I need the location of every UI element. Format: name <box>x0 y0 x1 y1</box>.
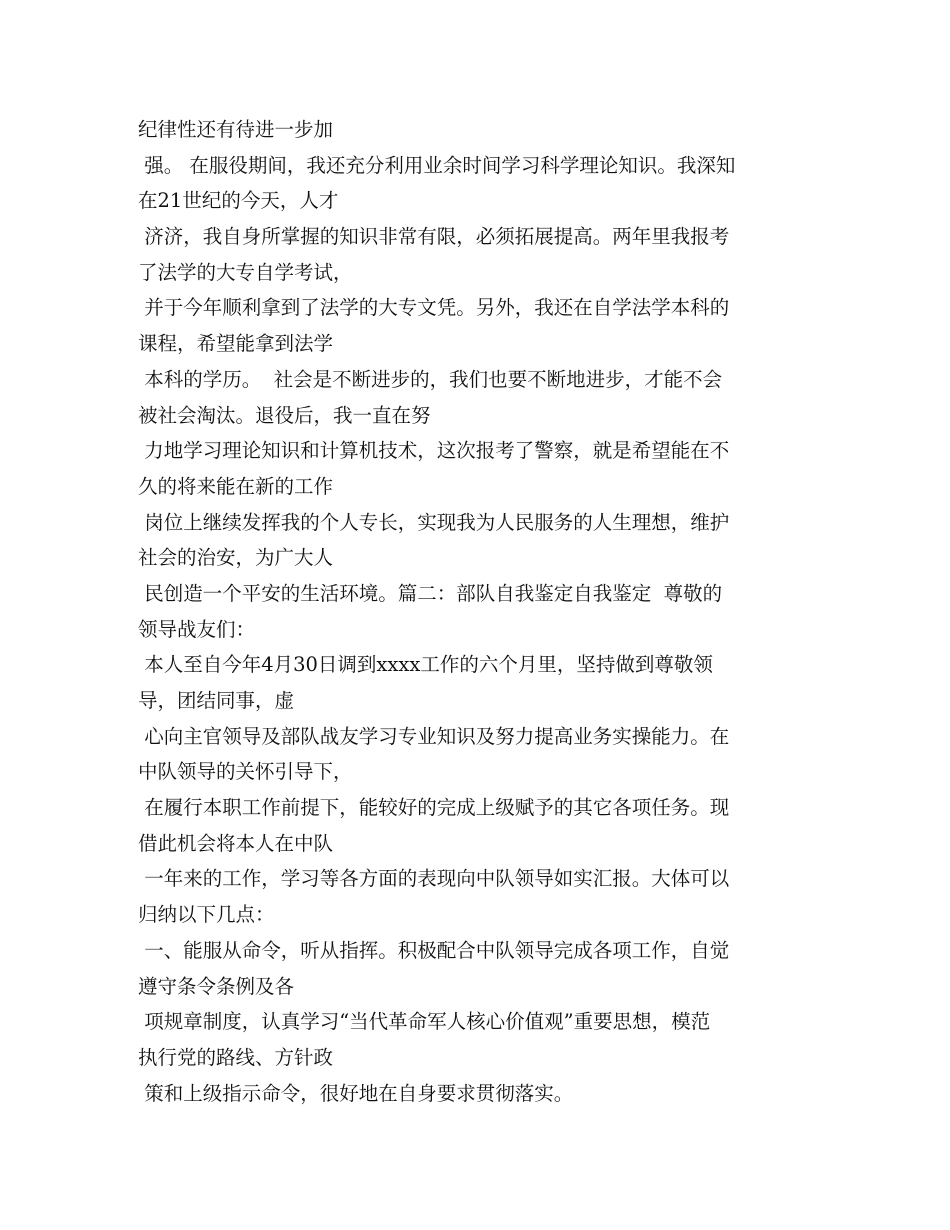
text-line: 了法学的大专自学考试， <box>138 260 353 284</box>
text-line: 被社会淘汰。退役后，我一直在努 <box>138 403 431 427</box>
text-line: 强。 在服役期间，我还充分利用业余时间学习科学理论知识。我深知 <box>138 153 736 177</box>
text-line: 执行党的路线、方针政 <box>138 1045 334 1069</box>
text-line: 济济，我自身所掌握的知识非常有限，必须拓展提高。两年里我报考 <box>138 225 730 249</box>
text-line: 遵守条令条例及各 <box>138 974 295 998</box>
text-line: 策和上级指示命令，很好地在自身要求贯彻落实。 <box>138 1081 574 1105</box>
text-line: 心向主官领导及部队战友学习专业知识及努力提高业务实操能力。在 <box>138 724 730 748</box>
text-line: 力地学习理论知识和计算机技术，这次报考了警察，就是希望能在不 <box>138 439 730 463</box>
text-line: 中队领导的关怀引导下， <box>138 760 353 784</box>
text-line: 社会的治安，为广大人 <box>138 546 334 570</box>
text-line: 一、能服从命令，听从指挥。积极配合中队领导完成各项工作，自觉 <box>138 938 730 962</box>
text-line: 在履行本职工作前提下，能较好的完成上级赋予的其它各项任务。现 <box>138 796 730 820</box>
text-line: 久的将来能在新的工作 <box>138 474 334 498</box>
text-line: 归纳以下几点： <box>138 903 275 927</box>
text-line: 岗位上继续发挥我的个人专长，实现我为人民服务的人生理想，维护 <box>138 510 730 534</box>
text-line: 借此机会将本人在中队 <box>138 831 334 855</box>
text-line: 本科的学历。 社会是不断进步的，我们也要不断地进步，才能不会 <box>138 367 723 391</box>
text-line: 领导战友们： <box>138 617 256 641</box>
document-body <box>138 112 828 1111</box>
text-line: 并于今年顺利拿到了法学的大专文凭。另外，我还在自学法学本科的 <box>138 296 730 320</box>
text-line: 在21世纪的今天，人才 <box>138 189 339 213</box>
text-line: 本人至自今年4月30日调到xxxx工作的六个月里，坚持做到尊敬领 <box>138 653 713 677</box>
text-line: 导，团结同事，虚 <box>138 689 295 712</box>
text-line: 一年来的工作，学习等各方面的表现向中队领导如实汇报。大体可以 <box>138 867 730 891</box>
text-line: 纪律性还有待进一步加 <box>138 118 334 141</box>
text-line: 项规章制度，认真学习“当代革命军人核心价值观”重要思想，模范 <box>138 1010 711 1034</box>
text-line: 民创造一个平安的生活环境。篇二：部队自我鉴定自我鉴定 尊敬的 <box>138 581 723 605</box>
text-line: 课程，希望能拿到法学 <box>138 332 334 356</box>
